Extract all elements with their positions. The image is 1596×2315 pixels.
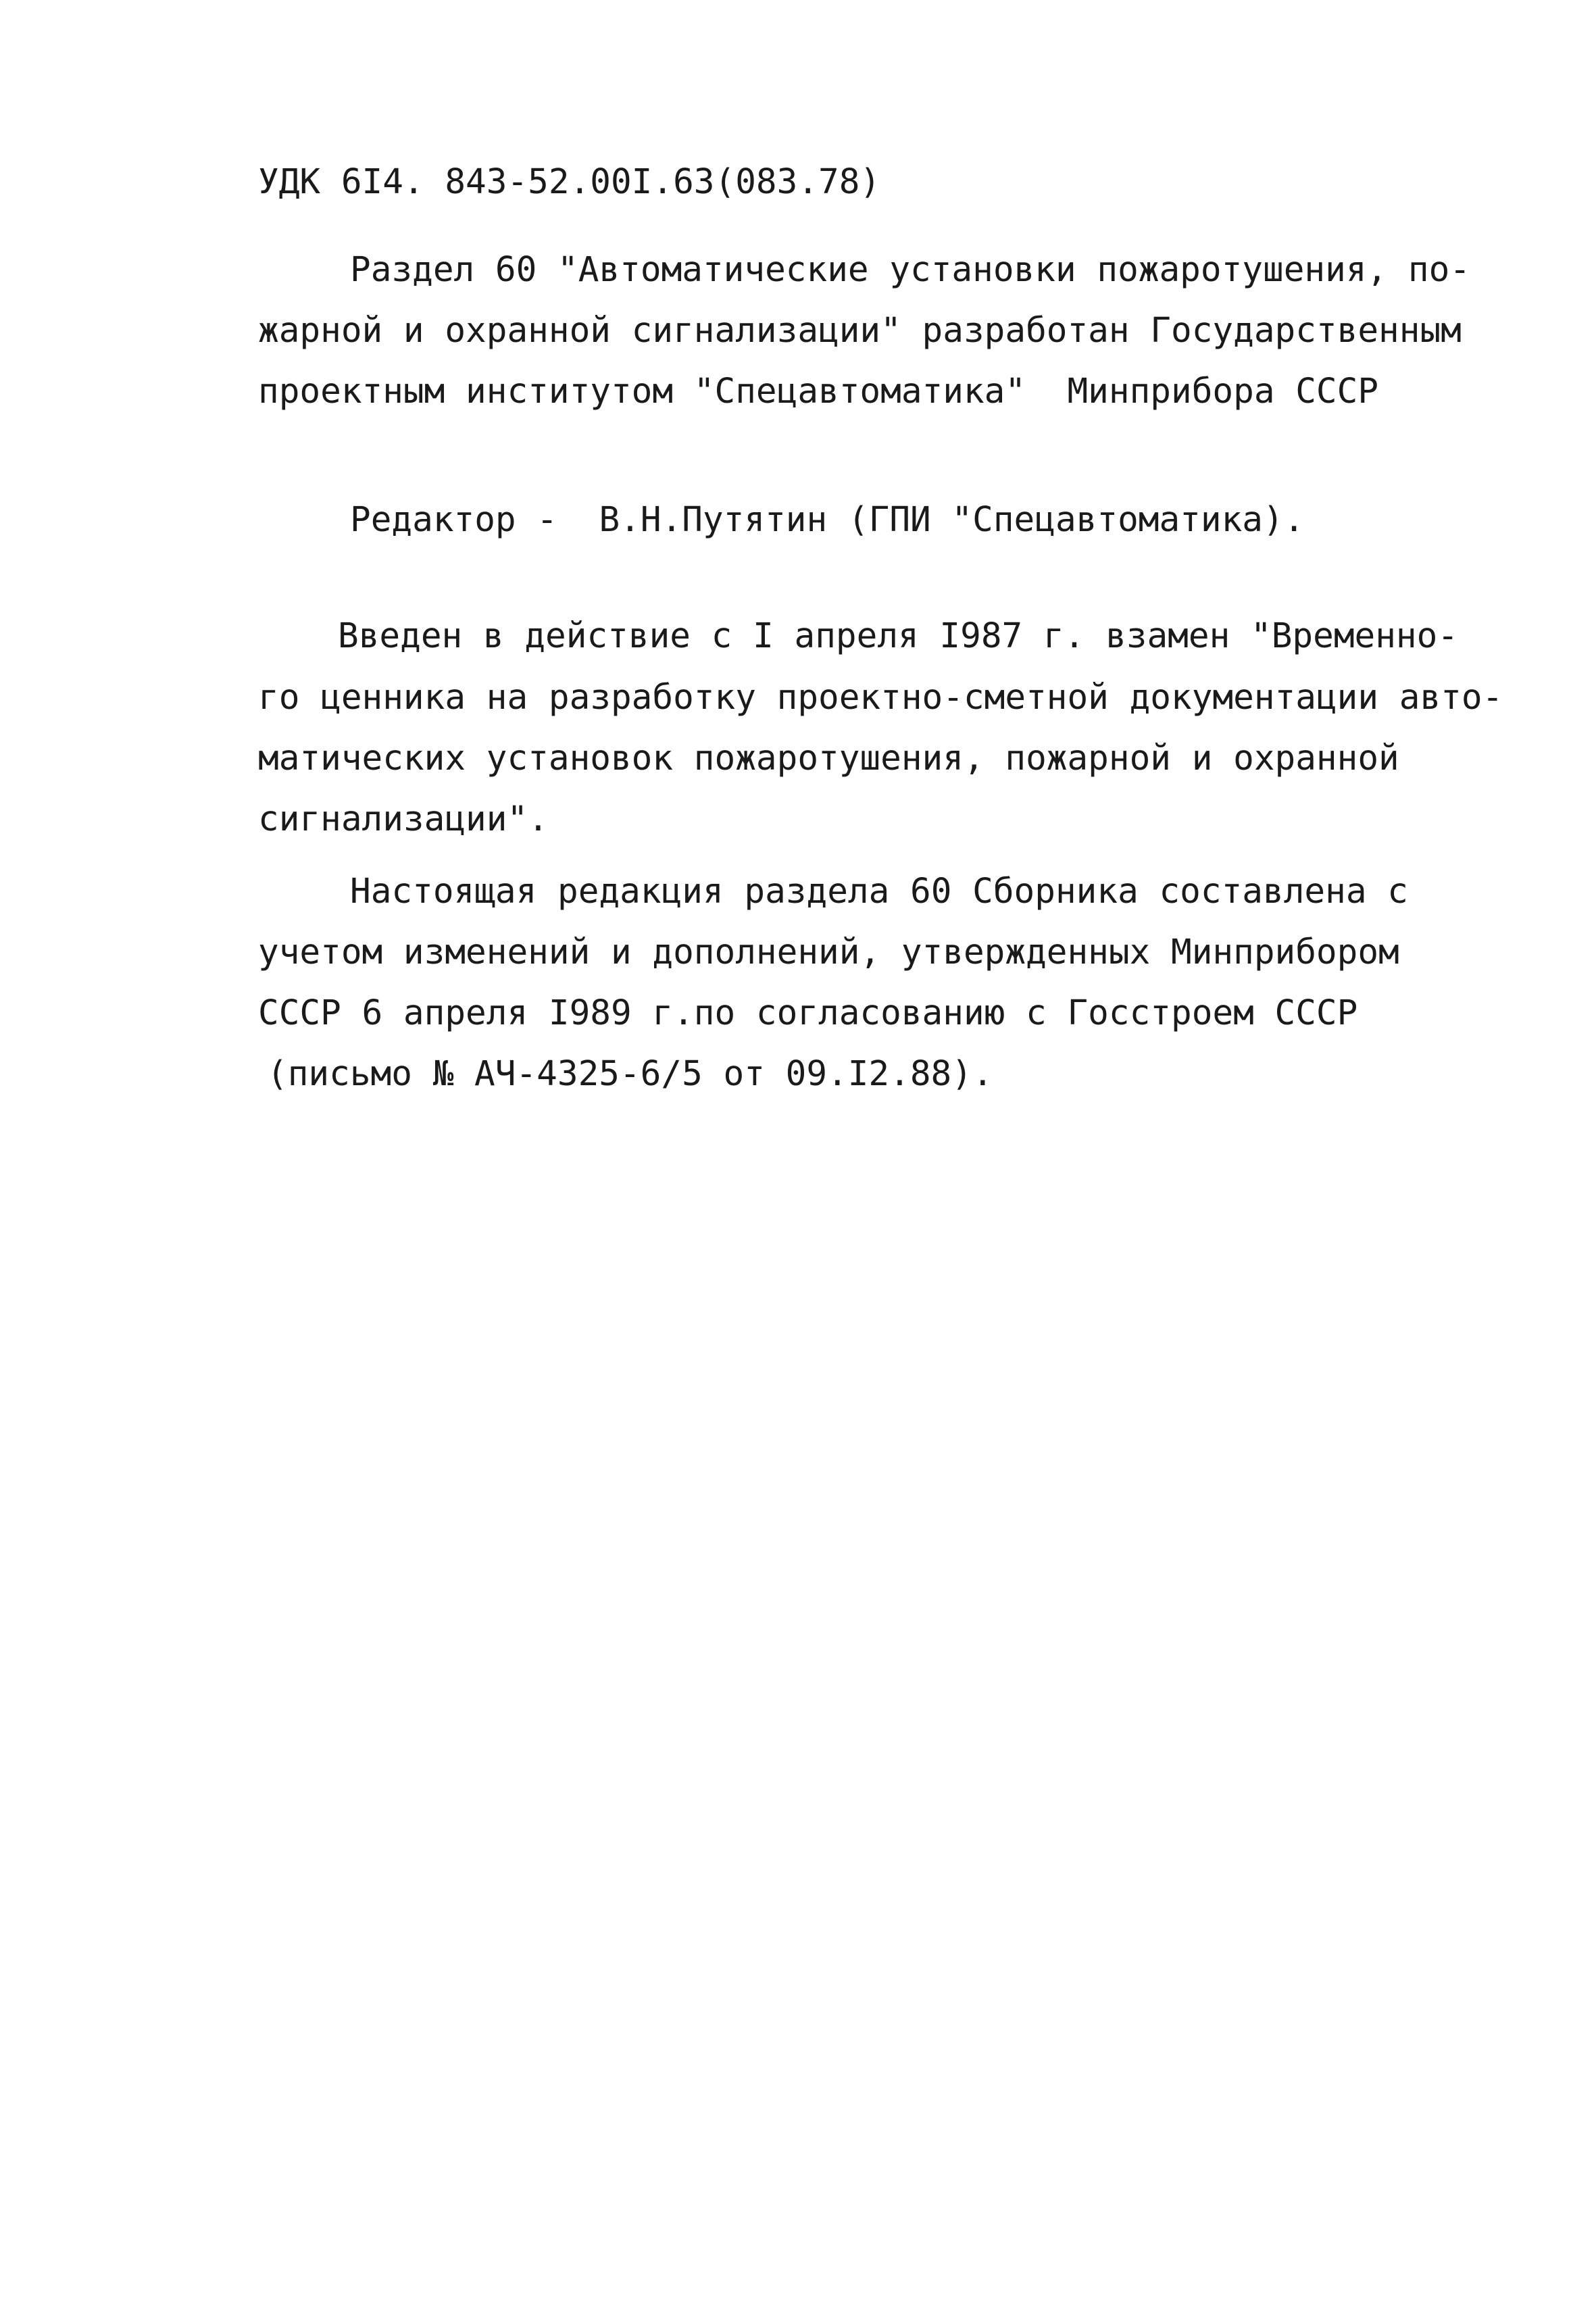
introduced-line-1: Введен в действие с I апреля I987 г. взамен "Временно- [338,616,1459,656]
section-line-1: Раздел 60 "Автоматические установки пожаротушения, по- [350,250,1471,290]
section-line-3: проектным институтом "Спецавтоматика" Минприбора СССР [258,372,1379,412]
introduced-line-4: сигнализации". [258,799,549,839]
edition-line-3: СССР 6 апреля I989 г.по согласованию с Госстроем СССР [258,993,1358,1033]
edition-line-2: учетом изменений и дополнений, утвержденных Минприбором [258,932,1399,972]
introduced-line-3: матических установок пожаротушения, пожарной и охранной [258,739,1399,778]
section-line-2: жарной и охранной сигнализации" разработан Государственным [258,311,1462,351]
edition-line-1: Настоящая редакция раздела 60 Сборника составлена с [350,872,1408,912]
udk-code: УДК 6I4. 843-52.00I.63(083.78) [258,162,881,202]
editor-line: Редактор - В.Н.Путятин (ГПИ "Спецавтоматика). [350,500,1305,540]
introduced-line-2: го ценника на разработку проектно-сметной документации авто- [258,678,1503,718]
edition-line-4: (письмо № АЧ-4325-6/5 от 09.I2.88). [267,1054,993,1094]
